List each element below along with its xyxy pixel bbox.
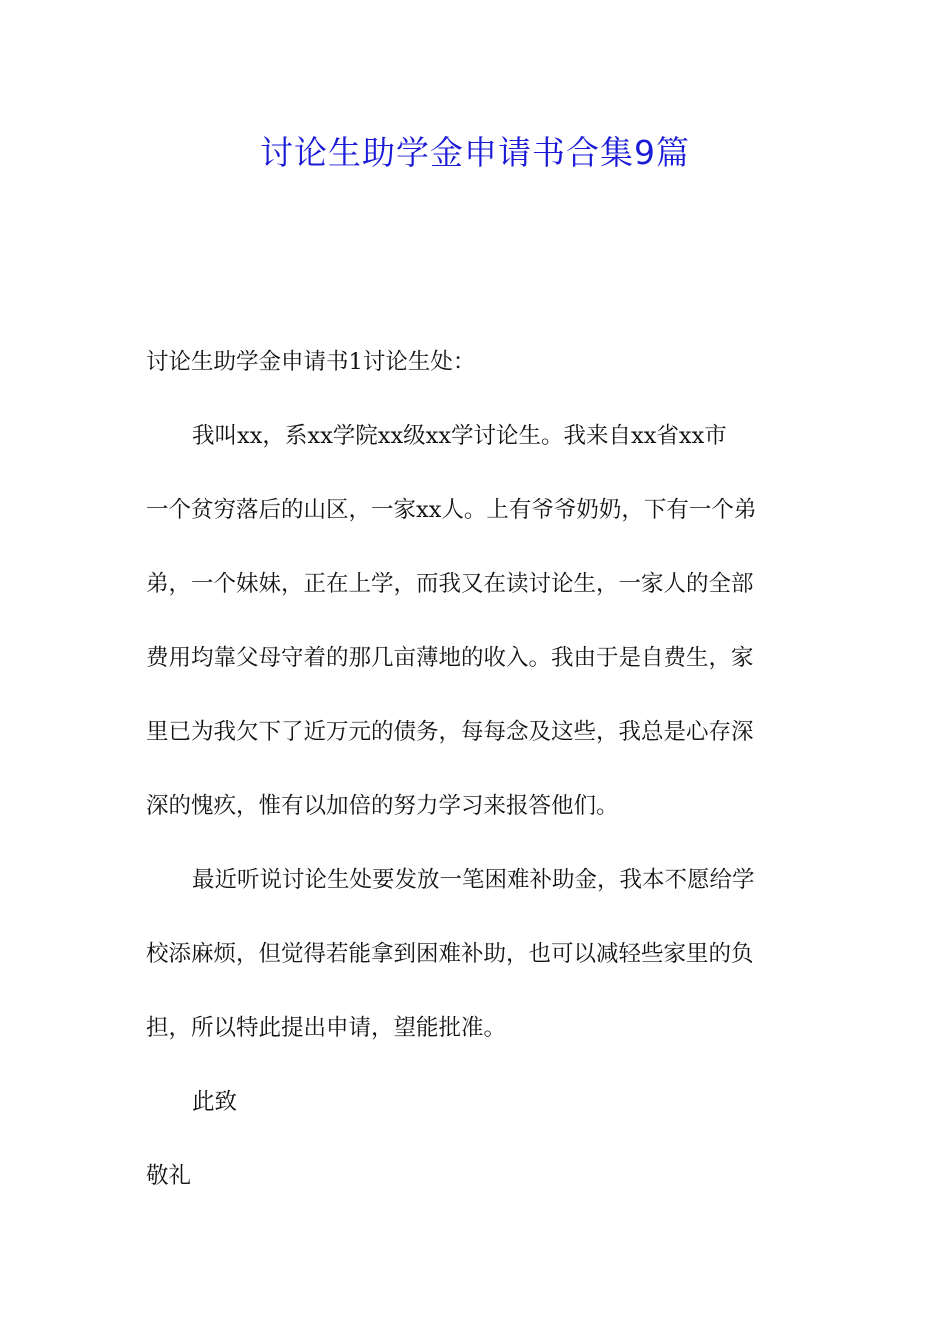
paragraph2-line: 最近听说讨论生处要发放一笔困难补助金，我本不愿给学 <box>192 867 755 893</box>
document-body <box>146 335 806 1223</box>
closing-salutation: 此致 <box>192 1089 238 1115</box>
paragraph1-line: 深的愧疚，惟有以加倍的努力学习来报答他们。 <box>146 793 619 819</box>
closing-regards: 敬礼 <box>146 1163 192 1189</box>
paragraph1-line: 弟，一个妹妹，正在上学，而我又在读讨论生，一家人的全部 <box>146 571 754 597</box>
paragraph2-line: 担，所以特此提出申请，望能批准。 <box>146 1015 507 1041</box>
paragraph1-line: 费用均靠父母守着的那几亩薄地的收入。我由于是自费生，家 <box>146 645 754 671</box>
page-title: 讨论生助学金申请书合集9篇 <box>260 133 690 172</box>
paragraph1-line: 我叫xx，系xx学院xx级xx学讨论生。我来自xx省xx市 <box>192 423 727 449</box>
paragraph2-line: 校添麻烦，但觉得若能拿到困难补助，也可以减轻些家里的负 <box>146 941 754 967</box>
paragraph1-line: 里已为我欠下了近万元的债务，每每念及这些，我总是心存深 <box>146 719 754 745</box>
heading-line: 讨论生助学金申请书1讨论生处： <box>146 349 476 375</box>
paragraph1-line: 一个贫穷落后的山区，一家xx人。上有爷爷奶奶，下有一个弟 <box>146 497 757 523</box>
